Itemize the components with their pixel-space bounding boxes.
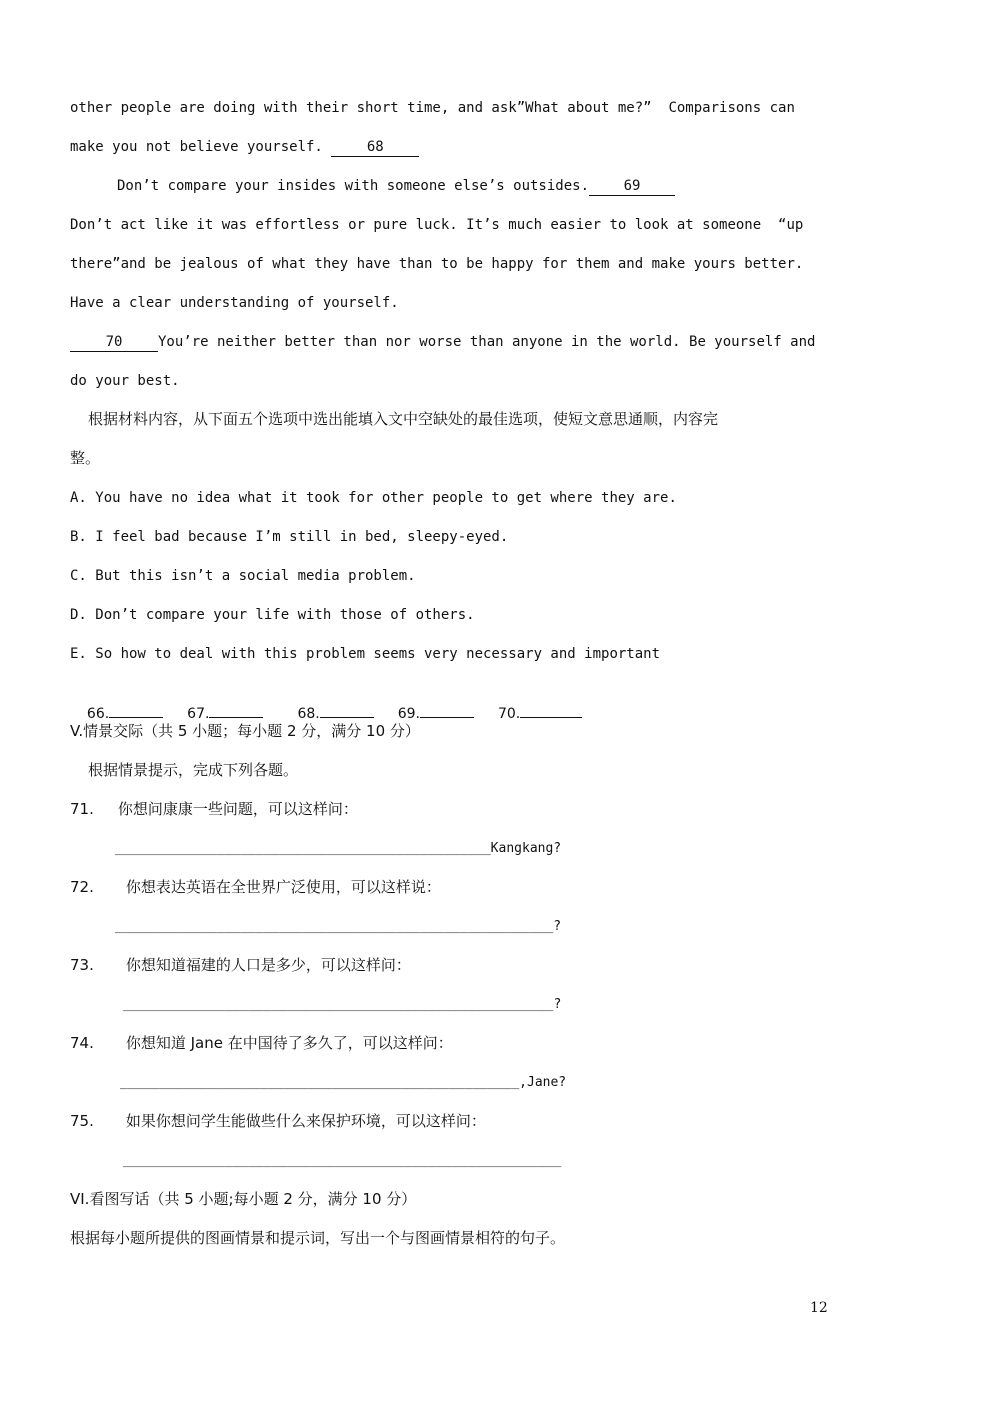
option-a: A. You have no idea what it took for other people to get where they are. <box>70 490 677 506</box>
option-e: E. So how to deal with this problem seems very necessary and important <box>70 646 661 662</box>
passage-line-5: there”and be jealous of what they have than to be happy for them and make yours better. <box>70 256 804 272</box>
passage-line-4: Don’t act like it was effortless or pure luck. It’s much easier to look at someone “up <box>70 217 804 233</box>
answer-66-blank[interactable] <box>109 703 163 718</box>
section-5-instruction: 根据情景提示，完成下列各题。 <box>88 761 299 779</box>
instruction-cn-line-2: 整。 <box>70 449 101 467</box>
answer-row <box>78 683 606 724</box>
answer-67-blank[interactable] <box>209 703 263 718</box>
question-72-text: 你想表达英语在全世界广泛使用，可以这样说： <box>125 878 441 896</box>
question-72 <box>70 877 441 897</box>
answer-75-field[interactable]: ________________________________________________________ <box>123 1153 562 1168</box>
answer-69-label: 69. <box>397 706 420 722</box>
question-71-text: 你想问康康一些问题，可以这样问： <box>117 800 358 818</box>
answer-68-blank[interactable] <box>320 703 374 718</box>
question-73 <box>70 955 411 975</box>
question-74-text: 你想知道 Jane 在中国待了多久了，可以这样问： <box>125 1034 453 1052</box>
question-73-text: 你想知道福建的人口是多少，可以这样问： <box>125 956 411 974</box>
page-number: 12 <box>810 1300 828 1316</box>
answer-70-label: 70. <box>497 706 521 722</box>
passage-line-7-text: You’re neither better than nor worse than anyone in the world. Be yourself and <box>158 334 816 350</box>
question-74 <box>70 1033 453 1053</box>
answer-73-field[interactable]: _______________________________________________________? <box>123 997 562 1012</box>
passage-line-6: Have a clear understanding of yourself. <box>70 295 399 311</box>
answer-74-field[interactable]: ___________________________________________________,Jane? <box>120 1075 567 1090</box>
passage-line-8: do your best. <box>70 373 180 389</box>
blank-69[interactable]: 69 <box>589 178 675 196</box>
question-71 <box>70 799 358 819</box>
question-75-num: 75. <box>70 1112 94 1130</box>
answer-70 <box>498 703 582 724</box>
passage-line-7 <box>70 332 815 352</box>
answer-67-label: 67. <box>187 706 210 722</box>
section-5-title: V.情景交际（共 5 小题；每小题 2 分，满分 10 分） <box>70 722 420 740</box>
option-c: C. But this isn’t a social media problem. <box>70 568 416 584</box>
passage-line-1: other people are doing with their short time, and ask”What about me?” Comparisons can <box>70 100 795 116</box>
instruction-cn-line-1: 根据材料内容，从下面五个选项中选出能填入文中空缺处的最佳选项，使短文意思通顺，内容完 <box>88 410 719 428</box>
question-75 <box>70 1111 486 1131</box>
option-b: B. I feel bad because I’m still in bed, sleepy-eyed. <box>70 529 509 545</box>
question-74-num: 74. <box>70 1034 94 1052</box>
answer-70-blank[interactable] <box>520 703 582 718</box>
answer-69-blank[interactable] <box>420 703 474 718</box>
answer-71-field[interactable]: ________________________________________________Kangkang? <box>115 841 562 856</box>
passage-line-3-text: Don’t compare your insides with someone else’s outsides. <box>117 178 590 194</box>
question-75-text: 如果你想问学生能做些什么来保护环境，可以这样问： <box>125 1112 486 1130</box>
option-d: D. Don’t compare your life with those of others. <box>70 607 475 623</box>
passage-line-2-text: make you not believe yourself. <box>70 139 332 155</box>
blank-70[interactable]: 70 <box>70 334 158 352</box>
passage-line-2 <box>70 137 419 157</box>
answer-68-label: 68. <box>297 706 320 722</box>
passage-line-3 <box>117 176 675 196</box>
answer-66-label: 66. <box>86 706 110 722</box>
question-72-num: 72. <box>70 878 94 896</box>
section-6-instruction: 根据每小题所提供的图画情景和提示词，写出一个与图画情景相符的句子。 <box>70 1229 566 1247</box>
question-71-num: 71. <box>70 800 94 818</box>
answer-72-field[interactable]: ________________________________________________________? <box>115 919 562 934</box>
blank-68[interactable]: 68 <box>331 139 419 157</box>
question-73-num: 73. <box>70 956 94 974</box>
section-6-title: VI.看图写话（共 5 小题;每小题 2 分，满分 10 分） <box>70 1190 417 1208</box>
